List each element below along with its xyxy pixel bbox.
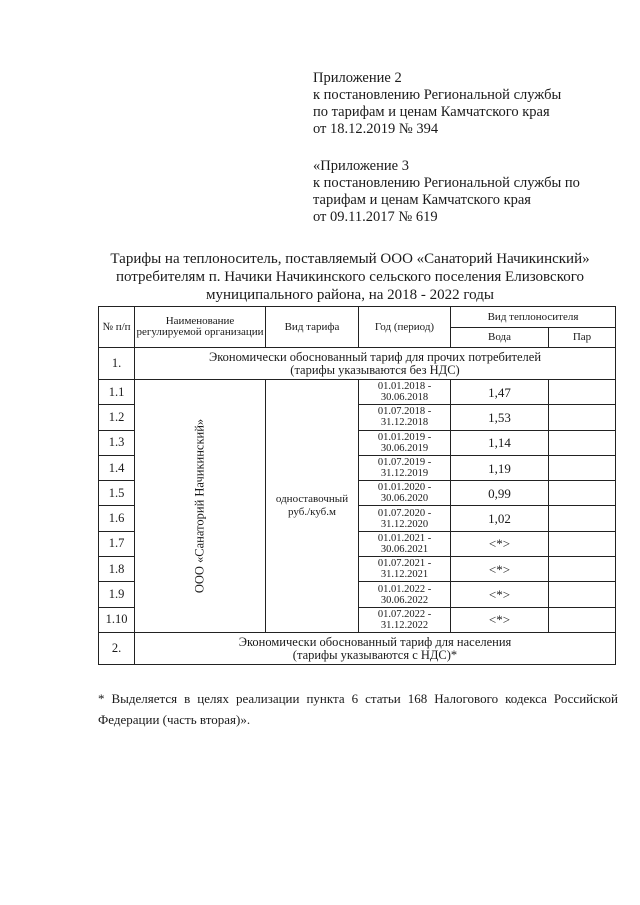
period-end: 31.12.2018 (380, 417, 429, 429)
footnote: * Выделяется в целях реализации пункта 6 статьи 168 Налогового кодекса Российской Федерации (часть вторая)». (98, 691, 618, 727)
annex-previous-line: от 09.11.2017 № 619 (313, 209, 438, 225)
header-organization: Наименование регулируемой организации (135, 307, 266, 348)
water-value: <*> (451, 557, 549, 582)
water-value: <*> (451, 531, 549, 556)
period-start: 01.01.2021 - (377, 532, 432, 544)
row-num: 1.2 (99, 405, 135, 430)
period-start: 01.01.2020 - (377, 482, 432, 494)
steam-value (549, 481, 616, 506)
row-num: 1.5 (99, 481, 135, 506)
period-end: 31.12.2022 (380, 619, 429, 631)
row-num: 1.3 (99, 430, 135, 455)
period-end: 30.06.2021 (380, 543, 429, 555)
header-num: № п/п (99, 307, 135, 348)
section-label (135, 348, 616, 380)
steam-value (549, 405, 616, 430)
water-value: 0,99 (451, 481, 549, 506)
row-num: 1.4 (99, 455, 135, 480)
period-start: 01.07.2020 - (377, 507, 432, 519)
steam-value (549, 607, 616, 632)
period-cell (359, 405, 451, 430)
period-cell (359, 531, 451, 556)
row-num: 1.7 (99, 531, 135, 556)
organization-name: ООО «Санаторий Начикинский» (192, 418, 207, 594)
annex-current-line: к постановлению Региональной службы (313, 87, 562, 103)
header-carrier-group: Вид теплоносителя (451, 307, 616, 328)
period-start: 01.01.2018 - (377, 381, 432, 393)
water-value: 1,53 (451, 405, 549, 430)
water-value: 1,19 (451, 455, 549, 480)
water-value: <*> (451, 582, 549, 607)
steam-value (549, 582, 616, 607)
period-start: 01.01.2022 - (377, 583, 432, 595)
period-end: 30.06.2019 (380, 442, 429, 454)
period-end: 31.12.2021 (380, 569, 429, 581)
tariff-type-line: руб./куб.м (288, 506, 336, 518)
row-num: 1.6 (99, 506, 135, 531)
row-num: 1.9 (99, 582, 135, 607)
period-cell (359, 430, 451, 455)
period-start: 01.07.2018 - (377, 406, 432, 418)
section-label (135, 633, 616, 665)
section-label-line: Экономически обоснованный тариф для прочих потребителей (208, 349, 542, 364)
row-num: 1.10 (99, 607, 135, 632)
period-cell (359, 557, 451, 582)
table-row (99, 380, 616, 405)
title-line: муниципального района, на 2018 - 2022 годы (206, 287, 494, 303)
steam-value (549, 430, 616, 455)
period-start: 01.07.2022 - (377, 608, 432, 620)
header-steam: Пар (549, 328, 616, 348)
steam-value (549, 557, 616, 582)
period-start: 01.07.2021 - (377, 558, 432, 570)
period-start: 01.01.2019 - (377, 431, 432, 443)
period-end: 31.12.2020 (380, 518, 429, 530)
annex-previous-line: к постановлению Региональной службы по (313, 175, 580, 191)
water-value: 1,02 (451, 506, 549, 531)
water-value: 1,47 (451, 380, 549, 405)
period-end: 30.06.2022 (380, 594, 429, 606)
steam-value (549, 380, 616, 405)
period-cell (359, 582, 451, 607)
row-num: 1.8 (99, 557, 135, 582)
section-row (99, 348, 616, 380)
title-line: потребителям п. Начики Начикинского сельского поселения Елизовского (115, 269, 585, 285)
annex-previous-line: тарифам и ценам Камчатского края (313, 192, 531, 208)
period-start: 01.07.2019 - (377, 457, 432, 469)
section-num: 1. (99, 348, 135, 380)
period-cell (359, 455, 451, 480)
water-value: <*> (451, 607, 549, 632)
document-title (90, 250, 610, 304)
period-end: 31.12.2019 (380, 468, 429, 480)
tariff-type-cell (266, 380, 359, 633)
period-end: 30.06.2020 (380, 493, 429, 505)
period-cell (359, 506, 451, 531)
header-tariff-type: Вид тарифа (266, 307, 359, 348)
steam-value (549, 506, 616, 531)
annex-current-line: по тарифам и ценам Камчатского края (313, 104, 550, 120)
annex-previous (313, 158, 580, 226)
section-row (99, 633, 616, 665)
header-water: Вода (451, 328, 549, 348)
title-line: Тарифы на теплоноситель, поставляемый ООО «Санаторий Начикинский» (110, 251, 590, 267)
period-cell (359, 607, 451, 632)
tariff-table (98, 306, 616, 665)
section-label-line: (тарифы указываются с НДС)* (292, 647, 458, 662)
organization-cell (135, 380, 266, 633)
row-num: 1.1 (99, 380, 135, 405)
tariff-type-line: одноставочный (275, 493, 349, 505)
period-cell (359, 481, 451, 506)
header-period: Год (период) (359, 307, 451, 348)
water-value: 1,14 (451, 430, 549, 455)
steam-value (549, 455, 616, 480)
period-end: 30.06.2018 (380, 392, 429, 404)
annex-previous-line: «Приложение 3 (313, 158, 409, 174)
annex-current-line: от 18.12.2019 № 394 (313, 121, 439, 137)
section-label-line: Экономически обоснованный тариф для населения (238, 634, 512, 649)
annex-current (313, 70, 561, 138)
section-num: 2. (99, 633, 135, 665)
section-label-line: (тарифы указываются без НДС) (290, 362, 460, 377)
period-cell (359, 380, 451, 405)
steam-value (549, 531, 616, 556)
annex-current-line: Приложение 2 (313, 70, 402, 86)
